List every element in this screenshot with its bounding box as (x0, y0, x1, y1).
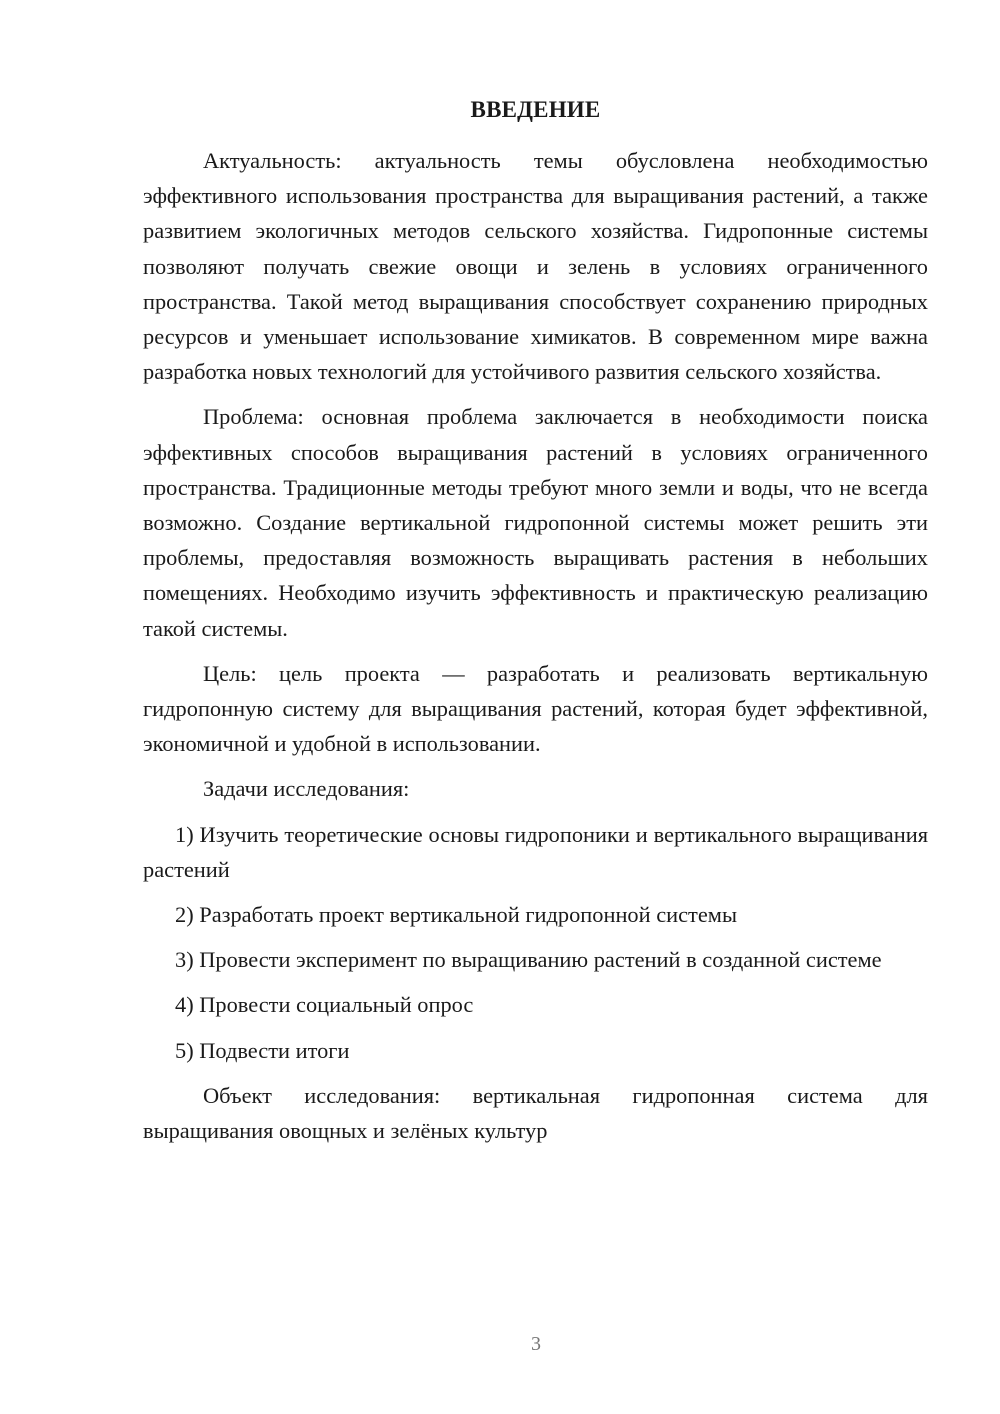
relevance-paragraph: Актуальность: актуальность темы обусловлена необходимостью эффективного использования пространства для выращивания растений, а также развитием экологичных методов сельского хозяйства. Гидропонные системы позволяют получать свежие овощи и зелень в условиях ограниченного пространства. Такой метод выращивания способствует сохранению природных ресурсов и уменьшает использование химикатов. В современном мире важна разработка новых технологий для устойчивого развития сельского хозяйства. (143, 148, 928, 385)
task-item-5: 5) Подвести итоги (175, 1037, 350, 1063)
goal-paragraph: Цель: цель проекта — разработать и реализовать вертикальную гидропонную систему для выращивания растений, которая будет эффективной, экономичной и удобной в использовании. (143, 660, 928, 757)
object-paragraph: Объект исследования: вертикальная гидропонная система для выращивания овощных и зелёных культур (143, 1082, 928, 1144)
tasks-heading: Задачи исследования: (203, 776, 410, 802)
task-item-1: 1) Изучить теоретические основы гидропоники и вертикального выращивания растений (143, 821, 928, 882)
section-title: ВВЕДЕНИЕ (470, 97, 601, 122)
problem-paragraph: Проблема: основная проблема заключается в необходимости поиска эффективных способов выращивания растений в условиях ограниченного пространства. Традиционные методы требуют много земли и воды, что не всегда возможно. Создание вертикальной гидропонной системы может решить эти проблемы, предоставляя возможность выращивать растения в небольших помещениях. Необходимо изучить эффективность и практическую реализацию такой системы. (143, 404, 928, 641)
task-item-2: 2) Разработать проект вертикальной гидропонной системы (175, 902, 737, 928)
task-item-4: 4) Провести социальный опрос (175, 992, 474, 1018)
task-item-3: 3) Провести эксперимент по выращиванию растений в созданной системе (175, 947, 882, 973)
document-page (143, 95, 928, 1158)
page-number: 3 (531, 1333, 541, 1355)
